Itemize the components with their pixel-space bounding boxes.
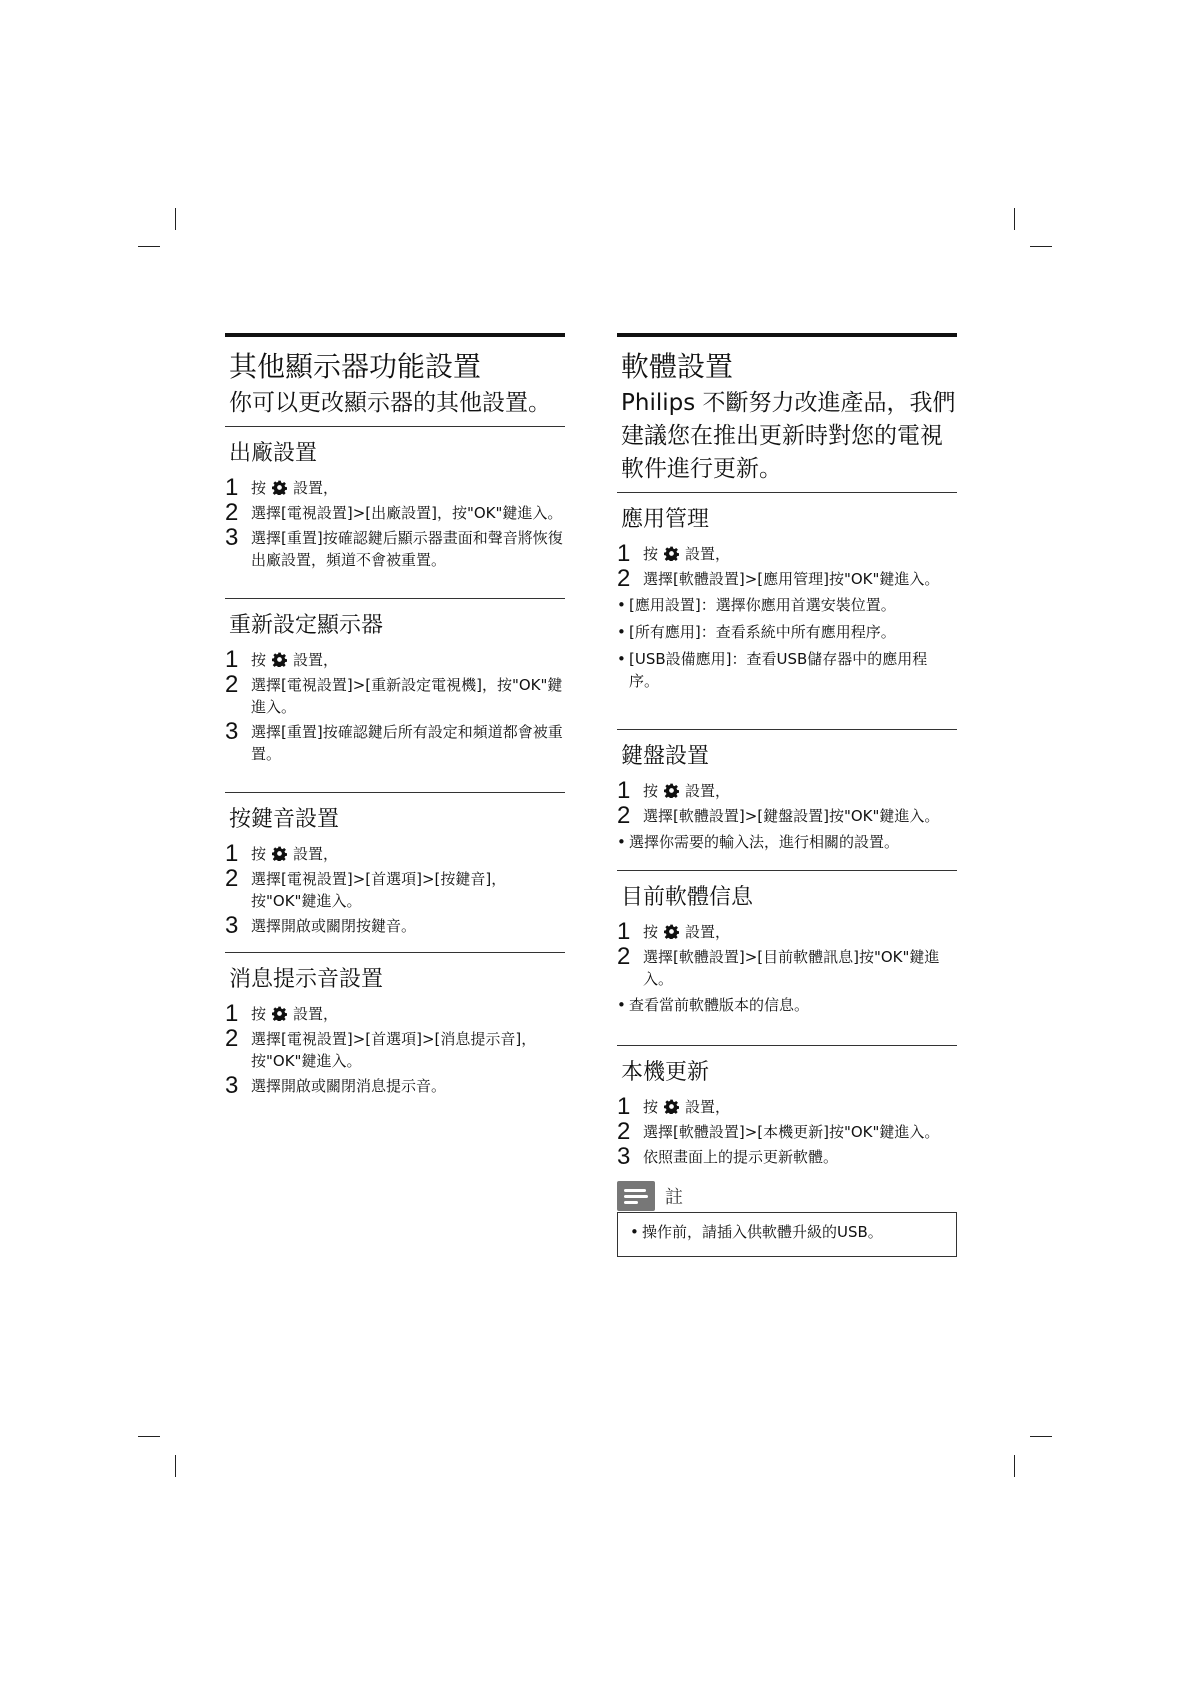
gear-icon bbox=[272, 1006, 287, 1021]
step bbox=[617, 802, 957, 829]
step-text: 設置， bbox=[293, 1005, 339, 1023]
step-number: 3 bbox=[225, 912, 239, 939]
crop-mark bbox=[1030, 1436, 1052, 1437]
right-column bbox=[617, 333, 957, 1257]
step-number: 3 bbox=[617, 1143, 631, 1170]
step bbox=[617, 943, 957, 990]
steps-list bbox=[225, 840, 565, 939]
step-text: 按 bbox=[251, 1005, 267, 1023]
step-number: 3 bbox=[225, 1072, 239, 1099]
section-software-info bbox=[617, 870, 957, 1041]
step bbox=[225, 1000, 565, 1027]
step bbox=[225, 1025, 565, 1072]
step-number: 2 bbox=[617, 943, 631, 970]
section-heading: 本機更新 bbox=[621, 1060, 710, 1085]
step-text: 按 bbox=[643, 923, 659, 941]
step-number: 2 bbox=[617, 802, 631, 829]
steps-list bbox=[225, 646, 565, 765]
list-item: • [所有應用]：查看系統中所有應用程序。 bbox=[617, 621, 957, 643]
title-block bbox=[225, 333, 565, 420]
page-subtitle: Philips 不斷努力改進產品，我們建議您在推出更新時對您的電視軟件進行更新。 bbox=[621, 390, 956, 482]
gear-icon bbox=[272, 846, 287, 861]
note-label: 註 bbox=[665, 1187, 683, 1208]
left-column bbox=[225, 333, 565, 1100]
section-heading: 應用管理 bbox=[621, 507, 710, 532]
step-number: 1 bbox=[225, 646, 239, 673]
step-text: 按 bbox=[251, 845, 267, 863]
step-text: 設置， bbox=[685, 1098, 731, 1116]
step-text: 設置， bbox=[293, 845, 339, 863]
crop-mark bbox=[138, 1436, 160, 1437]
step-number: 3 bbox=[225, 524, 239, 551]
step bbox=[225, 1072, 565, 1099]
steps-list bbox=[617, 777, 957, 829]
step-number: 1 bbox=[617, 777, 631, 804]
section-factory-settings bbox=[225, 426, 565, 594]
bullet-list bbox=[617, 994, 957, 1016]
step-text: 設置， bbox=[685, 782, 731, 800]
section-local-update bbox=[617, 1045, 957, 1257]
section-heading: 目前軟體信息 bbox=[621, 885, 754, 910]
note-block bbox=[617, 1180, 957, 1257]
page-title: 其他顯示器功能設置 bbox=[229, 350, 482, 383]
step-text: 選擇[重置]按確認鍵后顯示器畫面和聲音將恢復出廠設置，頻道不會被重置。 bbox=[251, 529, 563, 569]
step-text: 按 bbox=[643, 782, 659, 800]
list-item: • [USB設備應用]：查看USB儲存器中的應用程序。 bbox=[617, 648, 957, 692]
step bbox=[617, 565, 957, 592]
step-text: 設置， bbox=[293, 651, 339, 669]
gear-icon bbox=[664, 1099, 679, 1114]
step bbox=[617, 918, 957, 945]
step-number: 2 bbox=[617, 1118, 631, 1145]
step-number: 2 bbox=[225, 671, 239, 698]
step-number: 2 bbox=[225, 1025, 239, 1052]
step bbox=[225, 840, 565, 867]
crop-mark bbox=[175, 208, 176, 230]
crop-mark bbox=[1014, 208, 1015, 230]
step-number: 1 bbox=[617, 918, 631, 945]
step-text: 選擇開啟或關閉消息提示音。 bbox=[251, 1077, 447, 1095]
step-text: 選擇[電視設置]>[首選項]>[按鍵音]，按"OK"鍵進入。 bbox=[251, 870, 507, 910]
step-text: 選擇[電視設置]>[出廠設置]，按"OK"鍵進入。 bbox=[251, 504, 563, 522]
step-text: 選擇[軟體設置]>[本機更新]按"OK"鍵進入。 bbox=[643, 1123, 940, 1141]
step bbox=[225, 499, 565, 526]
step-text: 設置， bbox=[685, 923, 731, 941]
crop-mark bbox=[138, 246, 160, 247]
step-number: 1 bbox=[225, 1000, 239, 1027]
list-item: • [應用設置]：選擇你應用首選安裝位置。 bbox=[617, 594, 957, 616]
section-reset-display bbox=[225, 598, 565, 788]
list-item: • 查看當前軟體版本的信息。 bbox=[617, 994, 957, 1016]
step-text: 按 bbox=[251, 479, 267, 497]
bullet-list bbox=[617, 594, 957, 692]
step-number: 1 bbox=[617, 540, 631, 567]
step bbox=[617, 1143, 957, 1170]
bullet-list bbox=[617, 831, 957, 853]
crop-mark bbox=[175, 1455, 176, 1477]
steps-list bbox=[225, 474, 565, 571]
steps-list bbox=[617, 540, 957, 592]
step bbox=[225, 865, 565, 912]
step bbox=[617, 1093, 957, 1120]
step-text: 依照畫面上的提示更新軟體。 bbox=[643, 1148, 839, 1166]
title-block bbox=[617, 333, 957, 486]
step-number: 2 bbox=[225, 499, 239, 526]
step-text: 選擇[電視設置]>[重新設定電視機]，按"OK"鍵進入。 bbox=[251, 676, 563, 716]
crop-mark bbox=[1030, 246, 1052, 247]
section-key-sound bbox=[225, 792, 565, 948]
list-item: • 選擇你需要的輸入法，進行相關的設置。 bbox=[617, 831, 957, 853]
gear-icon bbox=[272, 652, 287, 667]
note-icon bbox=[617, 1181, 655, 1211]
crop-mark bbox=[1014, 1455, 1015, 1477]
step bbox=[225, 718, 565, 765]
section-app-management bbox=[617, 492, 957, 725]
step-text: 按 bbox=[251, 651, 267, 669]
step bbox=[225, 646, 565, 673]
page-title: 軟體設置 bbox=[621, 350, 734, 383]
step-number: 2 bbox=[617, 565, 631, 592]
step bbox=[617, 777, 957, 804]
section-heading: 出廠設置 bbox=[229, 441, 318, 466]
section-heading: 消息提示音設置 bbox=[229, 967, 384, 992]
step bbox=[225, 671, 565, 718]
step-number: 2 bbox=[225, 865, 239, 892]
step-number: 3 bbox=[225, 718, 239, 745]
step bbox=[225, 524, 565, 571]
section-keyboard-settings bbox=[617, 729, 957, 866]
step-text: 選擇[軟體設置]>[應用管理]按"OK"鍵進入。 bbox=[643, 570, 940, 588]
step-text: 選擇[電視設置]>[首選項]>[消息提示音]，按"OK"鍵進入。 bbox=[251, 1030, 537, 1070]
steps-list bbox=[617, 1093, 957, 1170]
step-text: 選擇[軟體設置]>[目前軟體訊息]按"OK"鍵進入。 bbox=[643, 948, 940, 988]
step-text: 選擇[重置]按確認鍵后所有設定和頻道都會被重置。 bbox=[251, 723, 563, 763]
section-heading: 重新設定顯示器 bbox=[229, 613, 384, 638]
note-header bbox=[617, 1180, 957, 1212]
step bbox=[225, 912, 565, 939]
section-heading: 按鍵音設置 bbox=[229, 807, 340, 832]
gear-icon bbox=[664, 924, 679, 939]
step-text: 選擇[軟體設置]>[鍵盤設置]按"OK"鍵進入。 bbox=[643, 807, 940, 825]
section-message-sound bbox=[225, 952, 565, 1097]
steps-list bbox=[225, 1000, 565, 1099]
step-text: 按 bbox=[643, 545, 659, 563]
step-text: 按 bbox=[643, 1098, 659, 1116]
step bbox=[225, 474, 565, 501]
section-heading: 鍵盤設置 bbox=[621, 744, 710, 769]
gear-icon bbox=[272, 480, 287, 495]
step-number: 1 bbox=[617, 1093, 631, 1120]
gear-icon bbox=[664, 783, 679, 798]
steps-list bbox=[617, 918, 957, 990]
list-item: • 操作前，請插入供軟體升級的USB。 bbox=[630, 1221, 944, 1243]
step-text: 選擇開啟或關閉按鍵音。 bbox=[251, 917, 417, 935]
page-subtitle: 你可以更改顯示器的其他設置。 bbox=[229, 390, 551, 416]
step-text: 設置， bbox=[685, 545, 731, 563]
gear-icon bbox=[664, 546, 679, 561]
step bbox=[617, 540, 957, 567]
step-number: 1 bbox=[225, 840, 239, 867]
note-box bbox=[617, 1212, 957, 1257]
step bbox=[617, 1118, 957, 1145]
step-number: 1 bbox=[225, 474, 239, 501]
step-text: 設置， bbox=[293, 479, 339, 497]
